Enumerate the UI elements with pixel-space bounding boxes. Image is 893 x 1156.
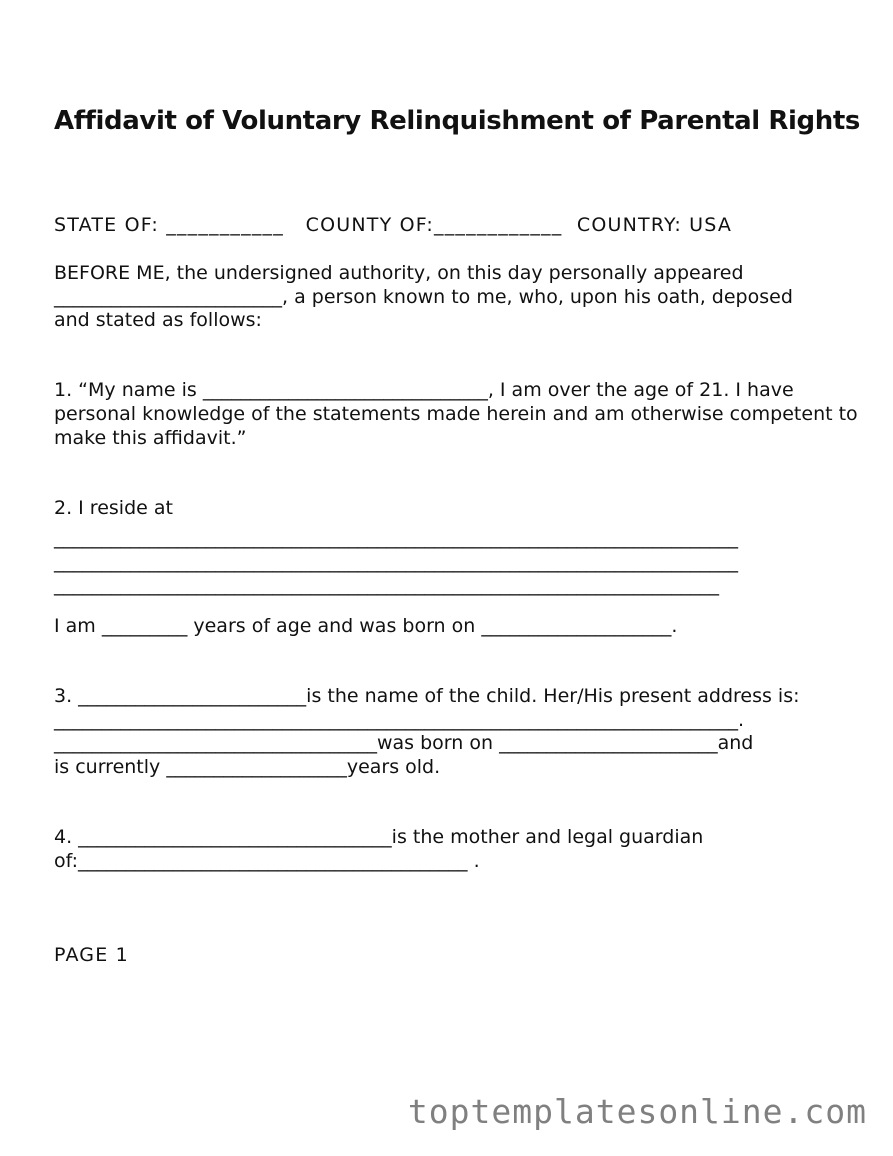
document-title: Affidavit of Voluntary Relinquishment of Parental Rights [54, 106, 860, 136]
paragraph-4-line-1: 4. _________________________________is the mother and legal guardian [54, 826, 704, 848]
address-line-3: ______________________________________________________________________ [54, 574, 719, 596]
paragraph-3-line-2: ________________________________________________________________________. [54, 709, 745, 731]
page-label: PAGE 1 [54, 944, 129, 966]
paragraph-1-line-2: personal knowledge of the statements made herein and am otherwise competent to [54, 403, 858, 425]
paragraph-1-line-3: make this affidavit.” [54, 427, 247, 449]
paragraph-4-line-2: of:_________________________________________ . [54, 850, 480, 872]
before-me-line-3: and stated as follows: [54, 309, 262, 331]
address-line-1: ________________________________________________________________________ [54, 527, 738, 549]
paragraph-3-line-1: 3. ________________________is the name of the child. Her/His present address is: [54, 685, 800, 707]
watermark: toptemplatesonline.com [407, 1092, 867, 1131]
location-line: STATE OF: ___________ COUNTY OF:____________ COUNTRY: USA [54, 214, 733, 236]
before-me-line-2: ________________________, a person known to me, who, upon his oath, deposed [54, 286, 793, 308]
before-me-line-1: BEFORE ME, the undersigned authority, on this day personally appeared [54, 262, 744, 284]
paragraph-2-heading: 2. I reside at [54, 497, 173, 519]
age-birth-line: I am _________ years of age and was born on ____________________. [54, 615, 678, 637]
address-line-2: ________________________________________________________________________ [54, 551, 738, 573]
paragraph-3-line-4: is currently ___________________years old. [54, 756, 441, 778]
paragraph-1-line-1: 1. “My name is ______________________________, I am over the age of 21. I have [54, 379, 794, 401]
paragraph-3-line-3: __________________________________was born on _______________________and [54, 732, 754, 754]
